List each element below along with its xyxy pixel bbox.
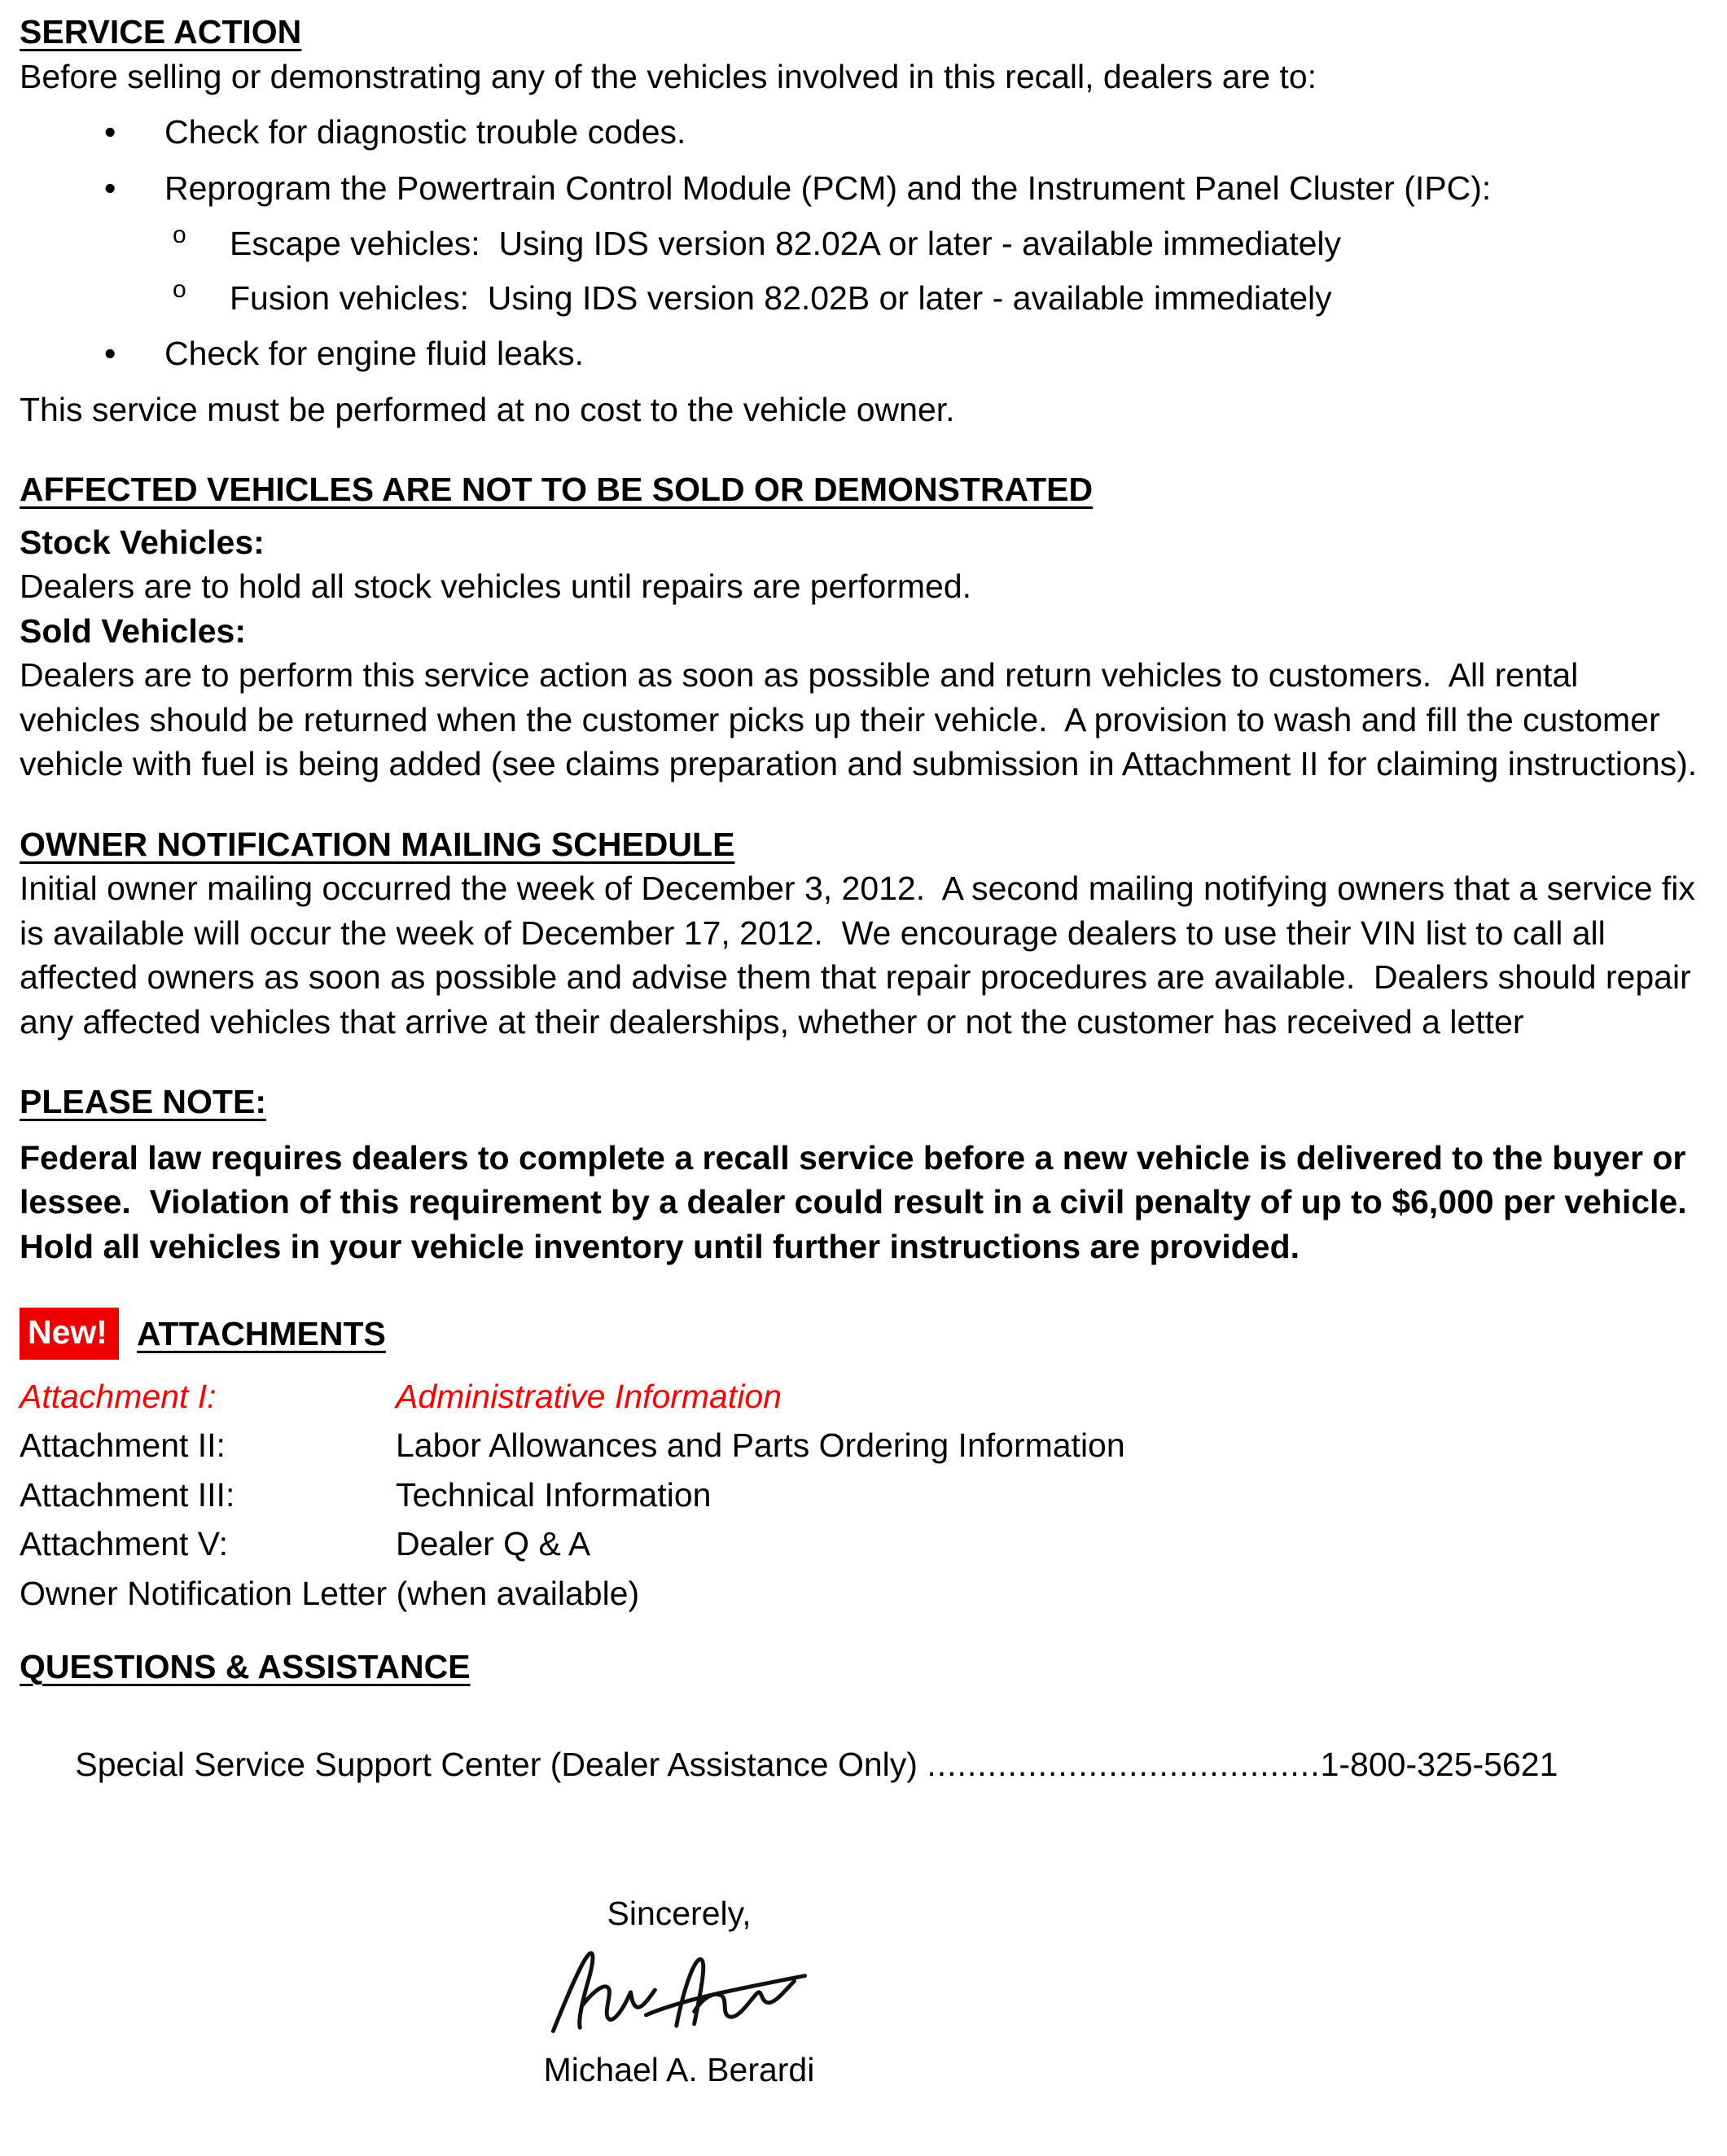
section-service-action — [20, 10, 1706, 432]
signature-block — [508, 1891, 850, 2092]
mailing-schedule-body: Initial owner mailing occurred the week of December 3, 2012. A second mailing notifying owners that a service fix is available will occur the week of December 17, 2012. We encourage dealers to use their VIN list to call all affected owners as soon as possible and advise them that repair procedures are available. Dealers should repair any affected vehicles that arrive at their dealerships, whether or not the customer has received a letter — [20, 870, 1705, 1041]
new-badge: New! — [20, 1308, 119, 1360]
heading-please-note: PLEASE NOTE: — [20, 1083, 266, 1121]
attachment-label: Attachment III: — [20, 1475, 235, 1514]
attachment-desc: Dealer Q & A — [396, 1525, 591, 1563]
sub-bullet-escape: o Escape vehicles: Using IDS version 82.02A or later - available immediately — [20, 221, 1706, 266]
support-phone-number: 1-800-325-5621 — [1320, 1745, 1558, 1783]
heading-attachments: ATTACHMENTS — [136, 1314, 386, 1352]
section-mailing-schedule — [20, 822, 1706, 1045]
signatory-name: Michael A. Berardi — [543, 2051, 815, 2089]
bullet-reprogram-pcm-ipc: • Reprogram the Powertrain Control Module (PCM) and the Instrument Panel Cluster (IPC): — [20, 166, 1706, 211]
support-center-line — [20, 1698, 1706, 1831]
attachment-desc: Administrative Information — [396, 1377, 782, 1415]
heading-affected-vehicles: AFFECTED VEHICLES ARE NOT TO BE SOLD OR DEMONSTRATED — [20, 471, 1094, 509]
attachment-label: Attachment II: — [20, 1426, 226, 1465]
heading-service-action: SERVICE ACTION — [20, 13, 302, 50]
attachments-list — [20, 1374, 1706, 1616]
attachment-desc: Labor Allowances and Parts Ordering Information — [396, 1426, 1125, 1465]
heading-mailing-schedule: OWNER NOTIFICATION MAILING SCHEDULE — [20, 825, 735, 863]
attachment-row-3 — [20, 1473, 1706, 1518]
service-action-closing: This service must be performed at no cost to the vehicle owner. — [20, 390, 955, 428]
attachment-label: Attachment V: — [20, 1525, 228, 1563]
section-attachments — [20, 1308, 1706, 1615]
salutation: Sincerely, — [607, 1894, 752, 1932]
sold-vehicles-label: Sold Vehicles: — [20, 611, 246, 650]
attachment-desc: Technical Information — [396, 1475, 712, 1514]
bullet-fluid-leaks: • Check for engine fluid leaks. — [20, 331, 1706, 376]
sold-vehicles-text: Dealers are to perform this service action as soon as possible and return vehicles to customers. All rental vehicles should be returned when the customer picks up their vehicle. A provision to wash and fill the customer vehicle with fuel is being added (see claims preparation and submission in Attachment II for claiming instructions). — [20, 656, 1698, 783]
attachments-header-row — [20, 1308, 1706, 1360]
leader-dots: ....................................... — [927, 1745, 1321, 1783]
heading-questions-assistance: QUESTIONS & ASSISTANCE — [20, 1648, 471, 1686]
service-action-intro: Before selling or demonstrating any of the vehicles involved in this recall, dealers are to: — [20, 57, 1317, 95]
support-center-label: Special Service Support Center (Dealer Assistance Only) — [75, 1745, 927, 1783]
attachment-row-1 — [20, 1374, 1706, 1419]
section-please-note — [20, 1080, 1706, 1269]
stock-vehicles-label: Stock Vehicles: — [20, 523, 265, 561]
stock-vehicles-text: Dealers are to hold all stock vehicles until repairs are performed. — [20, 567, 972, 606]
attachment-row-2 — [20, 1423, 1706, 1468]
bullet-diagnostic-codes: • Check for diagnostic trouble codes. — [20, 110, 1706, 155]
please-note-body: Federal law requires dealers to complete a recall service before a new vehicle is delivered to the buyer or lessee. Violation of this requirement by a dealer could result in a civil penalty of up to $6,000 per vehicle. Hold all vehicles in your vehicle inventory until further instructions are provided. — [20, 1138, 1706, 1265]
attachments-footer: Owner Notification Letter (when available) — [20, 1574, 640, 1612]
section-questions-assistance — [20, 1645, 1706, 1830]
attachment-row-4 — [20, 1522, 1706, 1567]
attachment-label: Attachment I: — [20, 1377, 217, 1415]
sub-bullet-fusion: o Fusion vehicles: Using IDS version 82.02B or later - available immediately — [20, 276, 1706, 321]
section-affected-vehicles — [20, 467, 1706, 787]
signature-image — [541, 1940, 817, 2046]
